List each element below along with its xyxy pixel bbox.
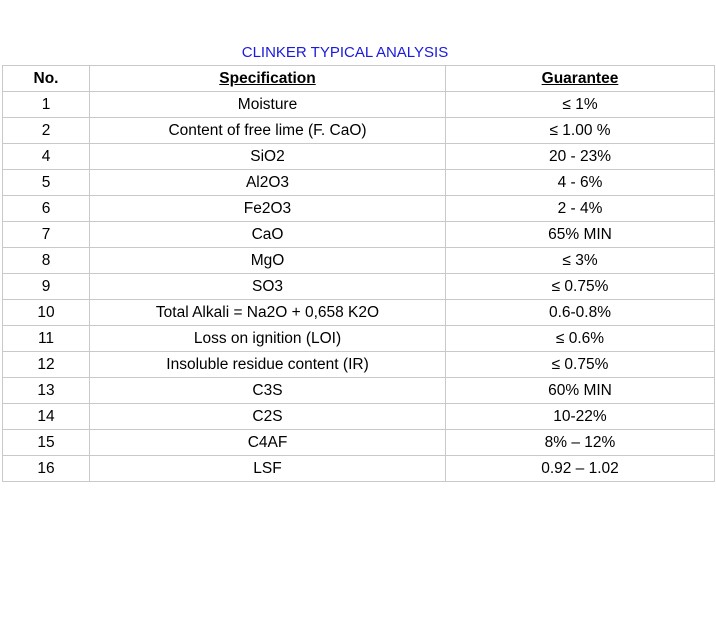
cell-specification: Loss on ignition (LOI) [90,326,446,352]
table-row [3,456,715,482]
cell-no: 10 [3,300,90,326]
cell-guarantee: 0.6-0.8% [446,300,715,326]
cell-specification: Fe2O3 [90,196,446,222]
cell-guarantee: ≤ 0.75% [446,352,715,378]
table-row [3,300,715,326]
cell-no: 11 [3,326,90,352]
cell-specification: Moisture [90,92,446,118]
table-row [3,274,715,300]
cell-specification: CaO [90,222,446,248]
table-row [3,404,715,430]
cell-specification: SO3 [90,274,446,300]
clinker-analysis-table [2,65,715,482]
cell-guarantee: ≤ 0.6% [446,326,715,352]
cell-guarantee: 4 - 6% [446,170,715,196]
cell-no: 15 [3,430,90,456]
cell-no: 1 [3,92,90,118]
cell-guarantee: 0.92 – 1.02 [446,456,715,482]
table-header-row [3,66,715,92]
cell-no: 8 [3,248,90,274]
table-row [3,352,715,378]
cell-no: 16 [3,456,90,482]
cell-guarantee: ≤ 0.75% [446,274,715,300]
cell-specification: C2S [90,404,446,430]
cell-no: 2 [3,118,90,144]
table-row [3,196,715,222]
header-specification: Specification [90,66,446,92]
cell-specification: Insoluble residue content (IR) [90,352,446,378]
table-row [3,92,715,118]
cell-guarantee: 20 - 23% [446,144,715,170]
cell-specification: Al2O3 [90,170,446,196]
cell-guarantee: ≤ 1.00 % [446,118,715,144]
table-row [3,144,715,170]
cell-specification: SiO2 [90,144,446,170]
cell-guarantee: 10-22% [446,404,715,430]
cell-no: 7 [3,222,90,248]
cell-guarantee: ≤ 1% [446,92,715,118]
cell-guarantee: ≤ 3% [446,248,715,274]
table-row [3,170,715,196]
cell-no: 4 [3,144,90,170]
cell-specification: C4AF [90,430,446,456]
table-row [3,378,715,404]
cell-specification: MgO [90,248,446,274]
header-guarantee: Guarantee [446,66,715,92]
header-no: No. [3,66,90,92]
table-row [3,248,715,274]
cell-no: 13 [3,378,90,404]
table-row [3,118,715,144]
cell-no: 12 [3,352,90,378]
table-row [3,222,715,248]
table-row [3,430,715,456]
table-row [3,326,715,352]
cell-specification: Total Alkali = Na2O + 0,658 K2O [90,300,446,326]
cell-guarantee: 65% MIN [446,222,715,248]
document-title: CLINKER TYPICAL ANALYSIS [241,44,449,61]
cell-guarantee: 60% MIN [446,378,715,404]
cell-specification: LSF [90,456,446,482]
cell-no: 14 [3,404,90,430]
cell-no: 9 [3,274,90,300]
cell-specification: Content of free lime (F. CaO) [90,118,446,144]
cell-no: 5 [3,170,90,196]
cell-guarantee: 8% – 12% [446,430,715,456]
cell-guarantee: 2 - 4% [446,196,715,222]
cell-specification: C3S [90,378,446,404]
cell-no: 6 [3,196,90,222]
